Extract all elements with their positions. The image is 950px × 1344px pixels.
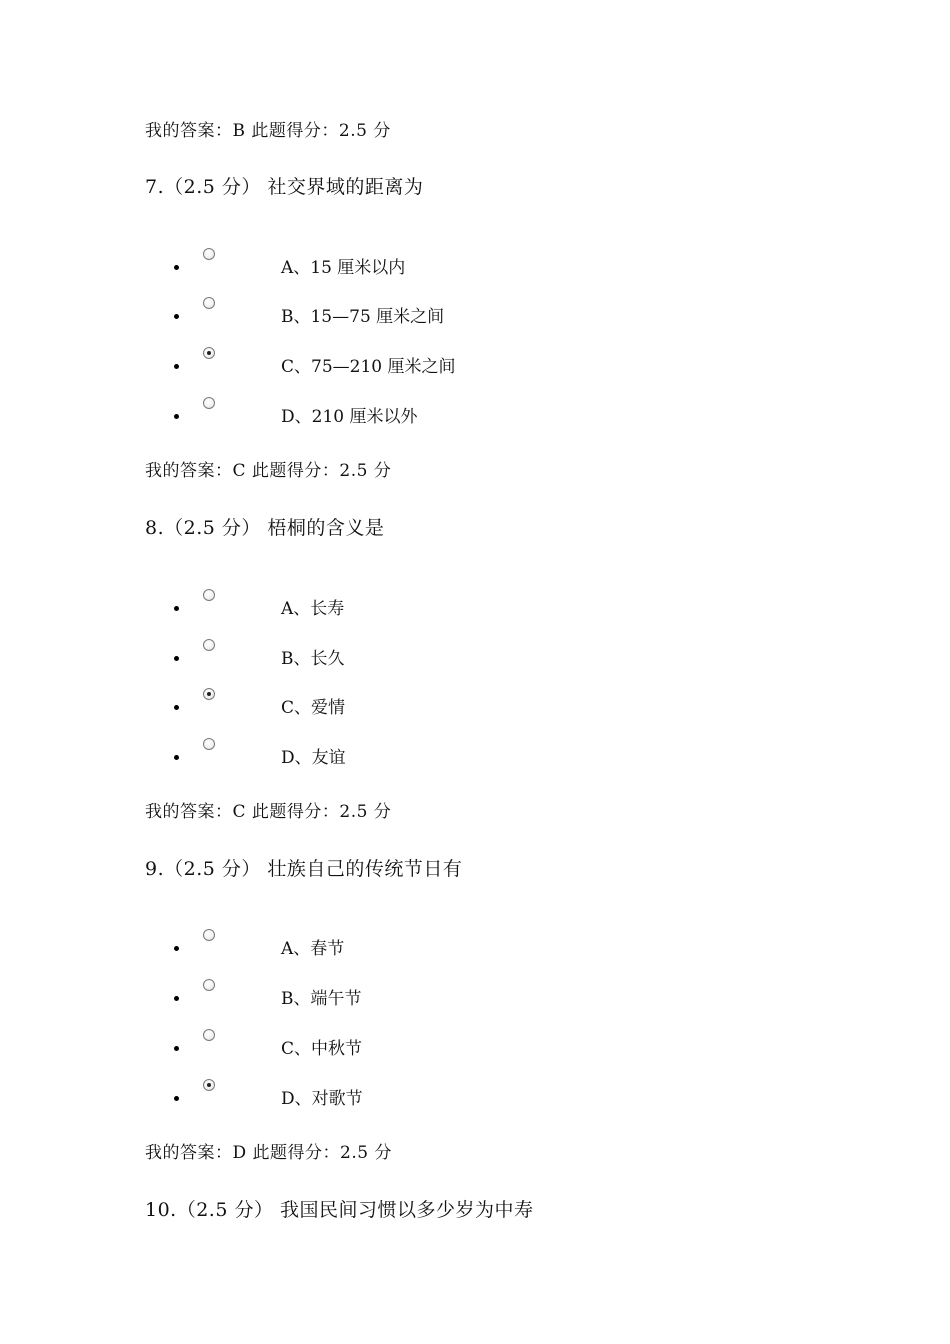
question-title: 8.（2.5 分） 梧桐的含义是 — [145, 517, 385, 539]
radio-button[interactable] — [203, 979, 215, 991]
my-answer-text: 我的答案：B 此题得分：2.5 分 — [145, 121, 391, 141]
option-label: A、15 厘米以内 — [281, 258, 406, 278]
radio-button[interactable] — [203, 347, 215, 359]
option-item[interactable] — [0, 589, 700, 619]
option-label: D、对歌节 — [281, 1089, 363, 1109]
option-item[interactable] — [0, 347, 700, 377]
bullet-icon — [174, 314, 179, 319]
bullet-icon — [174, 1046, 179, 1051]
bullet-icon — [174, 946, 179, 951]
option-item[interactable] — [0, 979, 700, 1009]
radio-button[interactable] — [203, 929, 215, 941]
option-item[interactable] — [0, 929, 700, 959]
my-answer-text: 我的答案：D 此题得分：2.5 分 — [145, 1143, 392, 1163]
my-answer-text: 我的答案：C 此题得分：2.5 分 — [145, 802, 392, 822]
radio-button[interactable] — [203, 639, 215, 651]
option-label: D、友谊 — [281, 748, 346, 768]
option-label: B、长久 — [281, 649, 345, 669]
option-item[interactable] — [0, 688, 700, 718]
option-label: D、210 厘米以外 — [281, 407, 418, 427]
radio-button[interactable] — [203, 248, 215, 260]
option-label: A、春节 — [281, 939, 345, 959]
bullet-icon — [174, 364, 179, 369]
option-label: B、端午节 — [281, 989, 362, 1009]
option-item[interactable] — [0, 1079, 700, 1109]
radio-button[interactable] — [203, 297, 215, 309]
option-label: C、75—210 厘米之间 — [281, 357, 456, 377]
option-item[interactable] — [0, 738, 700, 768]
bullet-icon — [174, 705, 179, 710]
question-title: 7.（2.5 分） 社交界域的距离为 — [145, 176, 424, 198]
bullet-icon — [174, 414, 179, 419]
radio-button[interactable] — [203, 397, 215, 409]
option-label: B、15—75 厘米之间 — [281, 307, 445, 327]
radio-button[interactable] — [203, 688, 215, 700]
option-item[interactable] — [0, 1029, 700, 1059]
option-item[interactable] — [0, 397, 700, 427]
radio-button[interactable] — [203, 1079, 215, 1091]
bullet-icon — [174, 265, 179, 270]
radio-button[interactable] — [203, 1029, 215, 1041]
bullet-icon — [174, 1096, 179, 1101]
question-title: 9.（2.5 分） 壮族自己的传统节日有 — [145, 858, 463, 880]
my-answer-text: 我的答案：C 此题得分：2.5 分 — [145, 461, 392, 481]
bullet-icon — [174, 996, 179, 1001]
option-item[interactable] — [0, 639, 700, 669]
question-title: 10.（2.5 分） 我国民间习惯以多少岁为中寿 — [145, 1199, 534, 1221]
radio-button[interactable] — [203, 738, 215, 750]
bullet-icon — [174, 755, 179, 760]
bullet-icon — [174, 656, 179, 661]
option-item[interactable] — [0, 297, 700, 327]
bullet-icon — [174, 606, 179, 611]
radio-button[interactable] — [203, 589, 215, 601]
option-label: A、长寿 — [281, 599, 345, 619]
option-label: C、爱情 — [281, 698, 346, 718]
option-label: C、中秋节 — [281, 1039, 363, 1059]
option-item[interactable] — [0, 248, 700, 278]
